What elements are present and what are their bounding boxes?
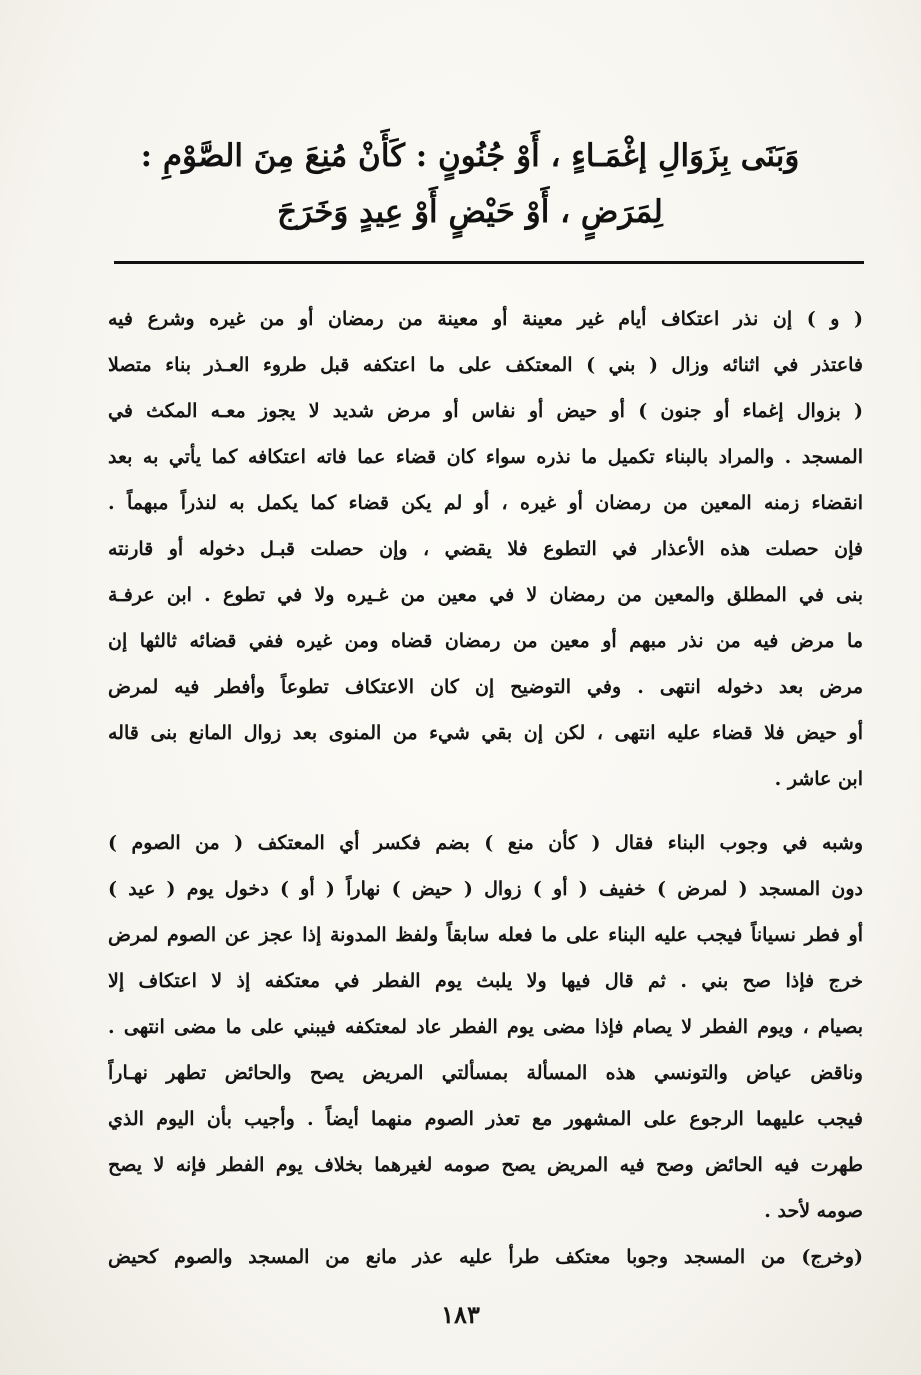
text-line: فإن حصلت هذه الأعذار في التطوع فلا يقضي ، وإن حصلت قبـل دخوله أو قارنته: [108, 538, 863, 560]
text-line: طهرت فيه الحائض وصح فيه المريض يصح صومه لغيرهما بخلاف يوم الفطر فإنه لا يصح: [108, 1154, 863, 1176]
paragraph-3: [108, 1234, 863, 1280]
text-line: وشبه في وجوب البناء فقال ( كأن منع ) بضم فكسر أي المعتكف ( من الصوم ): [108, 832, 863, 854]
text-line: صومه لأحد .: [764, 1200, 863, 1222]
text-line: بنى في المطلق والمعين من رمضان لا في معين من غـيره ولا في تطوع . ابن عرفـة: [108, 584, 863, 606]
text-line: دون المسجد ( لمرض ) خفيف ( أو ) زوال ( حيض ) نهاراً ( أو ) دخول يوم ( عيد ): [108, 878, 863, 900]
text-line: أو حيض فلا قضاء عليه انتهى ، لكن إن بقي شيء من المنوى بعد زوال المانع بنى قاله: [108, 722, 863, 744]
verse-line-2: لِمَرَضٍ ، أَوْ حَيْضٍ أَوْ عِيدٍ وَخَرَجَ: [277, 194, 663, 230]
text-line: المسجد . والمراد بالبناء تكميل ما نذره سواء كان قضاء عما فاته اعتكافه كما يأتي به بعد: [108, 446, 863, 468]
paragraph-2: [108, 820, 863, 1234]
text-line: ( و ) إن نذر اعتكاف أيام غير معينة أو معينة من رمضان أو من غيره وشرع فيه: [108, 308, 863, 330]
text-line: ما مرض فيه من نذر مبهم أو معين من رمضان قضاه ومن غيره ففي قضائه ثالثها إن: [108, 630, 863, 652]
text-line: انقضاء زمنه المعين من رمضان أو غيره ، أو لم يكن قضاء كما يكمل به لنذراً مبهماً .: [108, 492, 863, 514]
text-line: بصيام ، ويوم الفطر لا يصام فإذا مضى يوم الفطر عاد لمعتكفه فيبني على ما مضى انتهى .: [108, 1016, 863, 1038]
page-number: ١٨٣: [441, 1300, 480, 1329]
text-line: مرض بعد دخوله انتهى . وفي التوضيح إن كان الاعتكاف تطوعاً وأفطر فيه لمرض: [108, 676, 863, 698]
paragraph-gap: [108, 802, 863, 820]
text-line: أو فطر نسياناً فيجب عليه البناء على ما فعله سابقاً ولفظ المدونة إذا عجز عن الصوم لمرض: [108, 924, 863, 946]
text-line: (وخرج) من المسجد وجوبا معتكف طرأ عليه عذر مانع من المسجد والصوم كحيض: [108, 1246, 863, 1268]
text-line: وناقض عياض والتونسي هذه المسألة بمسألتي المريض يصح والحائض تطهر نهـاراً: [108, 1062, 863, 1084]
text-line: ( بزوال إغماء أو جنون ) أو حيض أو نفاس أو مرض شديد لا يجوز معـه المكث في: [108, 400, 863, 422]
text-line: فاعتذر في اثنائه وزال ( بني ) المعتكف على ما اعتكفه قبل طروء العـذر بناء متصلا: [108, 354, 863, 376]
paragraph-1: [108, 296, 863, 802]
horizontal-rule: [114, 261, 864, 264]
text-line: ابن عاشر .: [774, 768, 863, 790]
commentary-body: [108, 296, 863, 1280]
text-line: فيجب عليهما الرجوع على المشهور مع تعذر الصوم منهما أيضاً . وأجيب بأن اليوم الذي: [108, 1108, 863, 1130]
verse-line-1: وَبَنَى بِزَوَالِ إغْمَـاءٍ ، أَوْ جُنُونٍ : كَأَنْ مُنِعَ مِنَ الصَّوْمِ :: [140, 138, 800, 174]
text-line: خرج فإذا صح بني . ثم قال فيها ولا يلبث يوم الفطر في معتكفه إذ لا اعتكاف إلا: [108, 970, 863, 992]
